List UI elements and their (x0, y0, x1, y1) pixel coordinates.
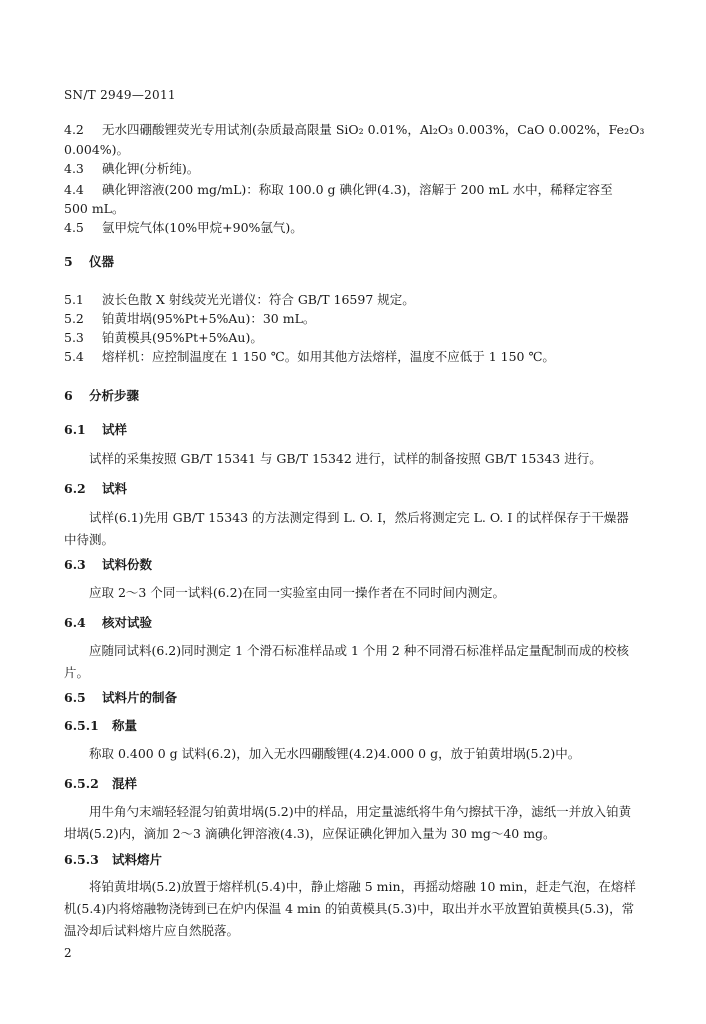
subsection-number: 6.5 (64, 690, 86, 705)
item-text: 氩甲烷气体(10%甲烷+90%氩气)。 (102, 220, 303, 235)
item-text: 碘化钾(分析纯)。 (102, 161, 200, 176)
subsection-heading-6-5-2 (64, 774, 137, 792)
section-title: 分析步骤 (89, 388, 140, 403)
item-text: 铂黄坩埚(95%Pt+5%Au)：30 mL。 (102, 311, 316, 326)
item-text: 无水四硼酸锂荧光专用试剂(杂质最高限量 SiO₂ 0.01%，Al₂O₃ 0.003%，CaO 0.002%，Fe₂O₃ (102, 122, 645, 137)
subsection-number: 6.1 (64, 422, 86, 437)
paragraph-6-1: 试样的采集按照 GB/T 15341 与 GB/T 15342 进行，试样的制备按照 GB/T 15343 进行。 (89, 451, 602, 466)
list-item-4-5 (64, 218, 303, 236)
list-item-5-1 (64, 290, 415, 308)
item-number: 5.3 (64, 330, 84, 345)
item-number: 5.1 (64, 292, 84, 307)
subsection-number: 6.5.1 (64, 718, 99, 733)
subsection-number: 6.5.3 (64, 852, 99, 867)
subsection-number: 6.2 (64, 481, 86, 496)
paragraph-6-5-3: 将铂黄坩埚(5.2)放置于熔样机(5.4)中，静止熔融 5 min，再摇动熔融 10 min，赶走气泡，在熔样机(5.4)内将熔融物浇铸到已在炉内保温 4 min 的铂黄模具(5.3)中，取出并水平放置铂黄模具(5.3)，常温冷却后试料熔片应自然脱落。 (64, 879, 636, 938)
subsection-heading-6-4 (64, 613, 152, 631)
item-number: 4.5 (64, 220, 84, 235)
subsection-number: 6.4 (64, 615, 86, 630)
item-number: 5.2 (64, 311, 84, 326)
subsection-number: 6.3 (64, 557, 86, 572)
list-item-4-2 (64, 120, 644, 138)
list-item-5-4 (64, 347, 555, 365)
item-number: 4.3 (64, 161, 84, 176)
list-item-5-2 (64, 309, 315, 327)
item-text: 碘化钾溶液(200 mg/mL)：称取 100.0 g 碘化钾(4.3)，溶解于 200 mL 水中，稀释定容至 (102, 182, 613, 197)
paragraph-6-3: 应取 2～3 个同一试料(6.2)在同一实验室由同一操作者在不同时间内测定。 (89, 585, 505, 600)
subsection-title: 核对试验 (102, 615, 153, 630)
list-item-4-4 (64, 180, 613, 198)
list-item-5-3 (64, 328, 263, 346)
standard-code-header: SN/T 2949—2011 (64, 88, 176, 102)
section-number: 5 (64, 254, 73, 269)
subsection-number: 6.5.2 (64, 776, 99, 791)
item-number: 4.4 (64, 182, 84, 197)
subsection-title: 混样 (112, 776, 138, 791)
subsection-title: 试料熔片 (112, 852, 163, 867)
section-title: 仪器 (89, 254, 115, 269)
paragraph-6-4: 应随同试料(6.2)同时测定 1 个滑石标准样品或 1 个用 2 种不同滑石标准样品定量配制而成的校核片。 (64, 643, 629, 680)
page-number: 2 (64, 946, 72, 960)
item-text: 波长色散 X 射线荧光光谱仪：符合 GB/T 16597 规定。 (102, 292, 415, 307)
paragraph-6-5-2: 用牛角勺末端轻轻混匀铂黄坩埚(5.2)中的样品，用定量滤纸将牛角勺擦拭干净，滤纸一并放入铂黄坩埚(5.2)内，滴加 2～3 滴碘化钾溶液(4.3)，应保证碘化钾加入量为 30 mg～40 mg。 (64, 804, 632, 841)
subsection-title: 试料片的制备 (102, 690, 178, 705)
item-number: 5.4 (64, 349, 84, 364)
item-text: 熔样机：应控制温度在 1 150 ℃。如用其他方法熔样，温度不应低于 1 150 ℃。 (102, 349, 555, 364)
subsection-heading-6-5 (64, 688, 177, 706)
subsection-heading-6-2 (64, 479, 127, 497)
list-item-4-3 (64, 159, 199, 177)
subsection-title: 试料份数 (102, 557, 153, 572)
subsection-title: 称量 (112, 718, 138, 733)
subsection-heading-6-5-3 (64, 850, 162, 868)
section-heading-6 (64, 386, 139, 404)
subsection-title: 试料 (102, 481, 128, 496)
paragraph-6-2: 试样(6.1)先用 GB/T 15343 的方法测定得到 L. O. I，然后将测定完 L. O. I 的试样保存于干燥器中待测。 (64, 510, 629, 547)
subsection-heading-6-5-1 (64, 716, 137, 734)
section-number: 6 (64, 388, 73, 403)
list-item-4-4-continuation: 500 mL。 (64, 201, 125, 216)
paragraph-6-5-1: 称取 0.400 0 g 试料(6.2)，加入无水四硼酸锂(4.2)4.000 0 g，放于铂黄坩埚(5.2)中。 (89, 746, 581, 761)
subsection-heading-6-1 (64, 420, 127, 438)
section-heading-5 (64, 252, 114, 270)
list-item-4-2-continuation: 0.004%)。 (64, 142, 130, 157)
item-text: 铂黄模具(95%Pt+5%Au)。 (102, 330, 263, 345)
subsection-heading-6-3 (64, 555, 152, 573)
subsection-title: 试样 (102, 422, 128, 437)
item-number: 4.2 (64, 122, 84, 137)
